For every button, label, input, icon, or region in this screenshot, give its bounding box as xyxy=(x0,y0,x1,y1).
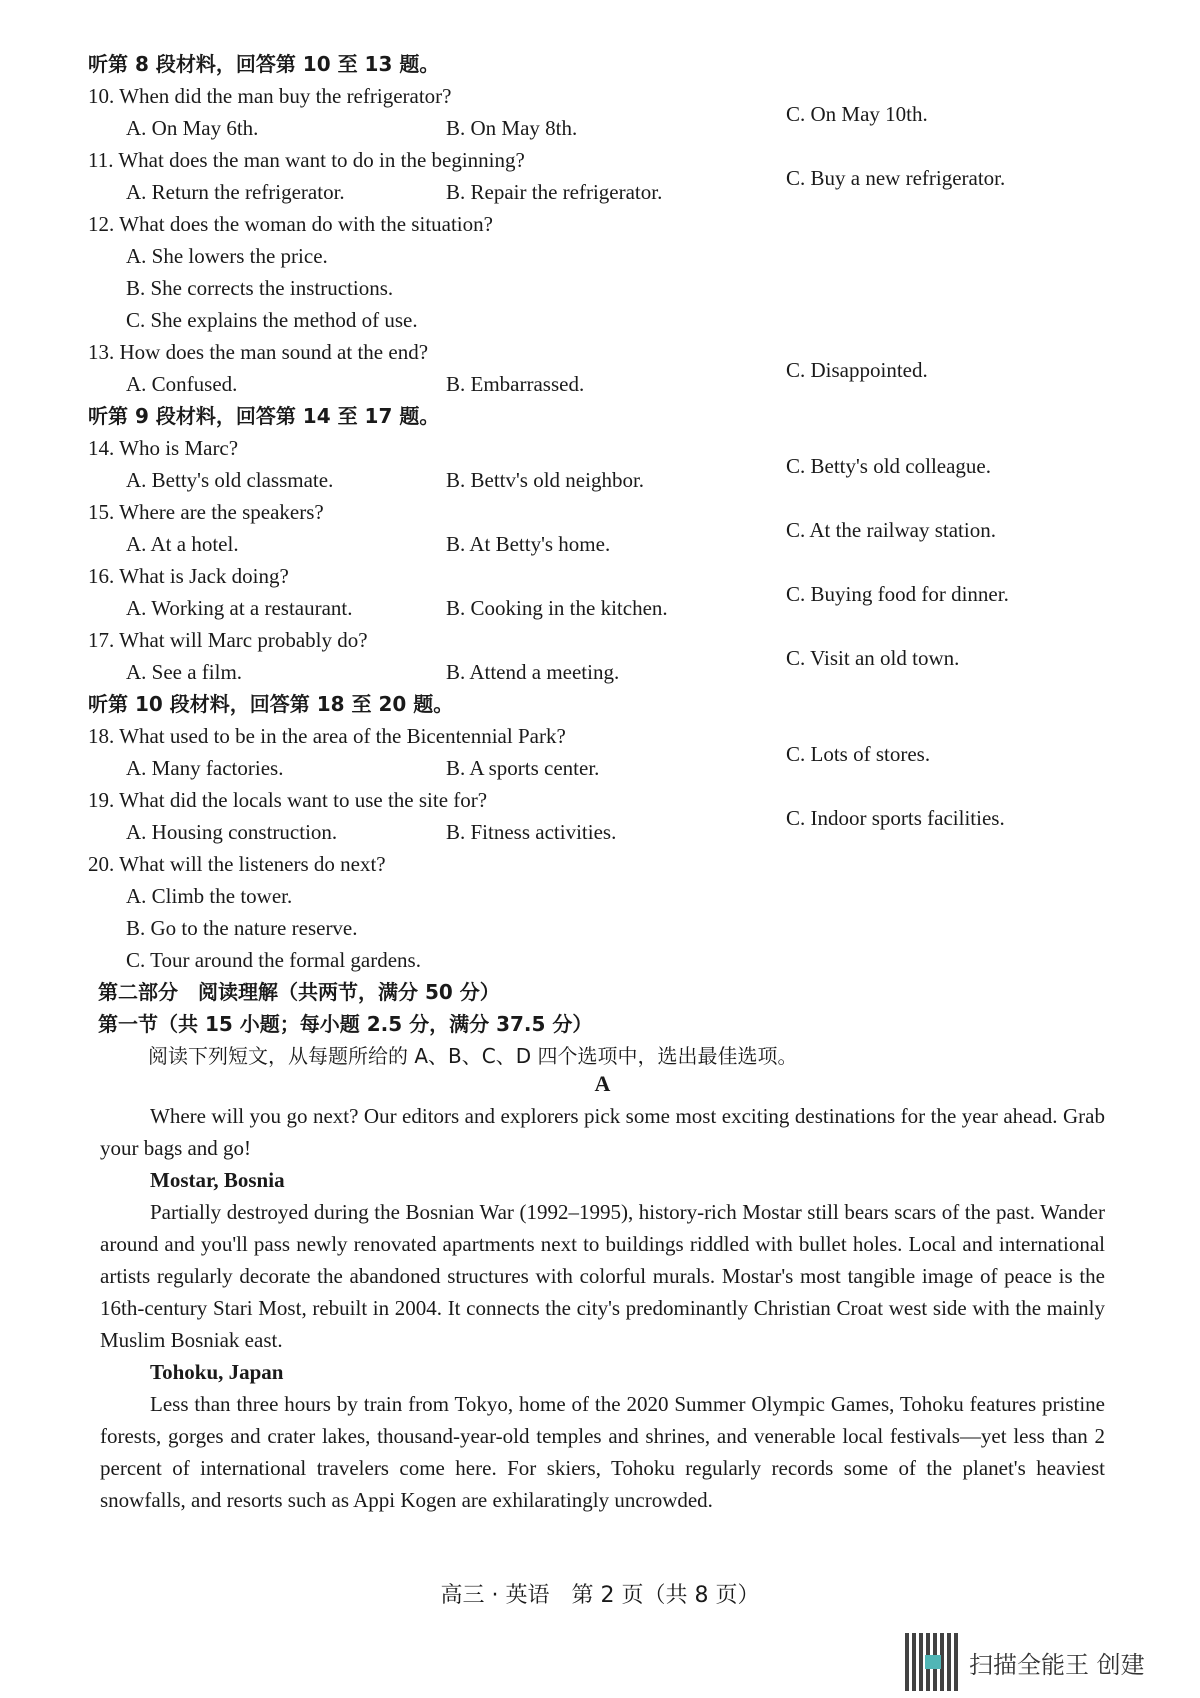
listening-section xyxy=(88,48,1118,1072)
option-a: A. Betty's old classmate. xyxy=(126,468,334,492)
question-text: 11. What does the man want to do in the beginning? xyxy=(88,148,525,172)
passage-intro: Where will you go next? Our editors and explorers pick some most exciting destinations for the year ahead. Grab your bags and go! xyxy=(100,1104,1105,1160)
option-a: A. Climb the tower. xyxy=(126,884,293,908)
option-b: B. Attend a meeting. xyxy=(446,660,620,684)
question-text: 10. When did the man buy the refrigerator? xyxy=(88,84,452,108)
option-c: C. Disappointed. xyxy=(786,358,928,382)
section-heading: Mostar, Bosnia xyxy=(150,1168,285,1192)
option-a: A. Confused. xyxy=(126,372,238,396)
option-b: B. A sports center. xyxy=(446,756,600,780)
option-b: B. At Betty's home. xyxy=(446,532,611,556)
scanner-watermark xyxy=(905,1633,1145,1691)
section-title: 第一节（共 15 小题；每小题 2.5 分，满分 37.5 分） xyxy=(98,1012,593,1036)
question-text: 12. What does the woman do with the situation? xyxy=(88,212,493,236)
option-c: C. Buying food for dinner. xyxy=(786,582,1009,606)
option-b: B. Fitness activities. xyxy=(446,820,617,844)
question-text: 13. How does the man sound at the end? xyxy=(88,340,429,364)
question-text: 16. What is Jack doing? xyxy=(88,564,289,588)
page-footer: 高三 · 英语 第 2 页（共 8 页） xyxy=(440,1583,760,1608)
question-text: 20. What will the listeners do next? xyxy=(88,852,386,876)
options-row xyxy=(88,742,1118,784)
option-c: C. Lots of stores. xyxy=(786,742,931,766)
question-text: 17. What will Marc probably do? xyxy=(88,628,368,652)
option-a: A. On May 6th. xyxy=(126,116,259,140)
options-row xyxy=(88,806,1118,848)
question-text: 14. Who is Marc? xyxy=(88,436,239,460)
watermark-text: 扫描全能王 创建 xyxy=(969,1650,1145,1679)
option-c: C. Buy a new refrigerator. xyxy=(786,166,1006,190)
option-a: A. Housing construction. xyxy=(126,820,338,844)
option-c: C. On May 10th. xyxy=(786,102,928,126)
reading-passage-a xyxy=(100,1068,1105,1516)
option-b: B. On May 8th. xyxy=(446,116,578,140)
option-a: A. Many factories. xyxy=(126,756,284,780)
option-a: A. Working at a restaurant. xyxy=(126,596,353,620)
option-a: A. Return the refrigerator. xyxy=(126,180,345,204)
question-text: 15. Where are the speakers? xyxy=(88,500,324,524)
option-a: A. See a film. xyxy=(126,660,243,684)
section-title: 第二部分 阅读理解（共两节，满分 50 分） xyxy=(98,980,500,1004)
options-row xyxy=(88,102,1118,144)
option-b: B. Embarrassed. xyxy=(446,372,585,396)
option-b: B. Go to the nature reserve. xyxy=(126,916,358,940)
option-c: C. Tour around the formal gardens. xyxy=(126,948,421,972)
option-c: C. Visit an old town. xyxy=(786,646,960,670)
section-text: Partially destroyed during the Bosnian War (1992–1995), history-rich Mostar still bears scars of the past. Wander around and you'll pass newly renovated apartments next to buildings riddled with bullet holes. Local and international artists regularly decorate the abandoned structures with colorful murals. Mostar's most tangible image of peace is the 16th-century Stari Most, rebuilt in 2004. It connects the city's predominantly Christian Croat west side with the mainly Muslim Bosniak east. xyxy=(100,1200,1105,1352)
option-b: B. Bettv's old neighbor. xyxy=(446,468,645,492)
option-b: B. Repair the refrigerator. xyxy=(446,180,663,204)
options-row xyxy=(88,454,1118,496)
instructions: 阅读下列短文，从每题所给的 A、B、C、D 四个选项中，选出最佳选项。 xyxy=(148,1044,798,1068)
question-text: 18. What used to be in the area of the Bicentennial Park? xyxy=(88,724,566,748)
qr-code-icon xyxy=(905,1633,961,1691)
options-row xyxy=(88,582,1118,624)
question-text: 19. What did the locals want to use the site for? xyxy=(88,788,488,812)
option-c: C. She explains the method of use. xyxy=(126,308,418,332)
passage-title: A xyxy=(594,1071,611,1096)
part-header: 听第 10 段材料，回答第 18 至 20 题。 xyxy=(88,692,454,716)
part-header: 听第 8 段材料，回答第 10 至 13 题。 xyxy=(88,52,440,76)
options-row xyxy=(88,518,1118,560)
options-row xyxy=(88,358,1118,400)
section-text: Less than three hours by train from Tokyo, home of the 2020 Summer Olympic Games, Tohoku features pristine forests, gorges and crater lakes, thousand-year-old temples and shrines, and venerable local festivals—yet less than 2 percent of international travelers come here. For skiers, Tohoku regularly records some of the planet's heaviest snowfalls, and resorts such as Appi Kogen are exhilaratingly uncrowded. xyxy=(100,1392,1105,1512)
section-heading: Tohoku, Japan xyxy=(150,1360,284,1384)
option-c: C. Indoor sports facilities. xyxy=(786,806,1005,830)
option-c: C. At the railway station. xyxy=(786,518,996,542)
option-c: C. Betty's old colleague. xyxy=(786,454,991,478)
option-b: B. She corrects the instructions. xyxy=(126,276,394,300)
option-a: A. She lowers the price. xyxy=(126,244,328,268)
option-b: B. Cooking in the kitchen. xyxy=(446,596,668,620)
options-row xyxy=(88,166,1118,208)
part-header: 听第 9 段材料，回答第 14 至 17 题。 xyxy=(88,404,440,428)
options-row xyxy=(88,646,1118,688)
option-a: A. At a hotel. xyxy=(126,532,239,556)
